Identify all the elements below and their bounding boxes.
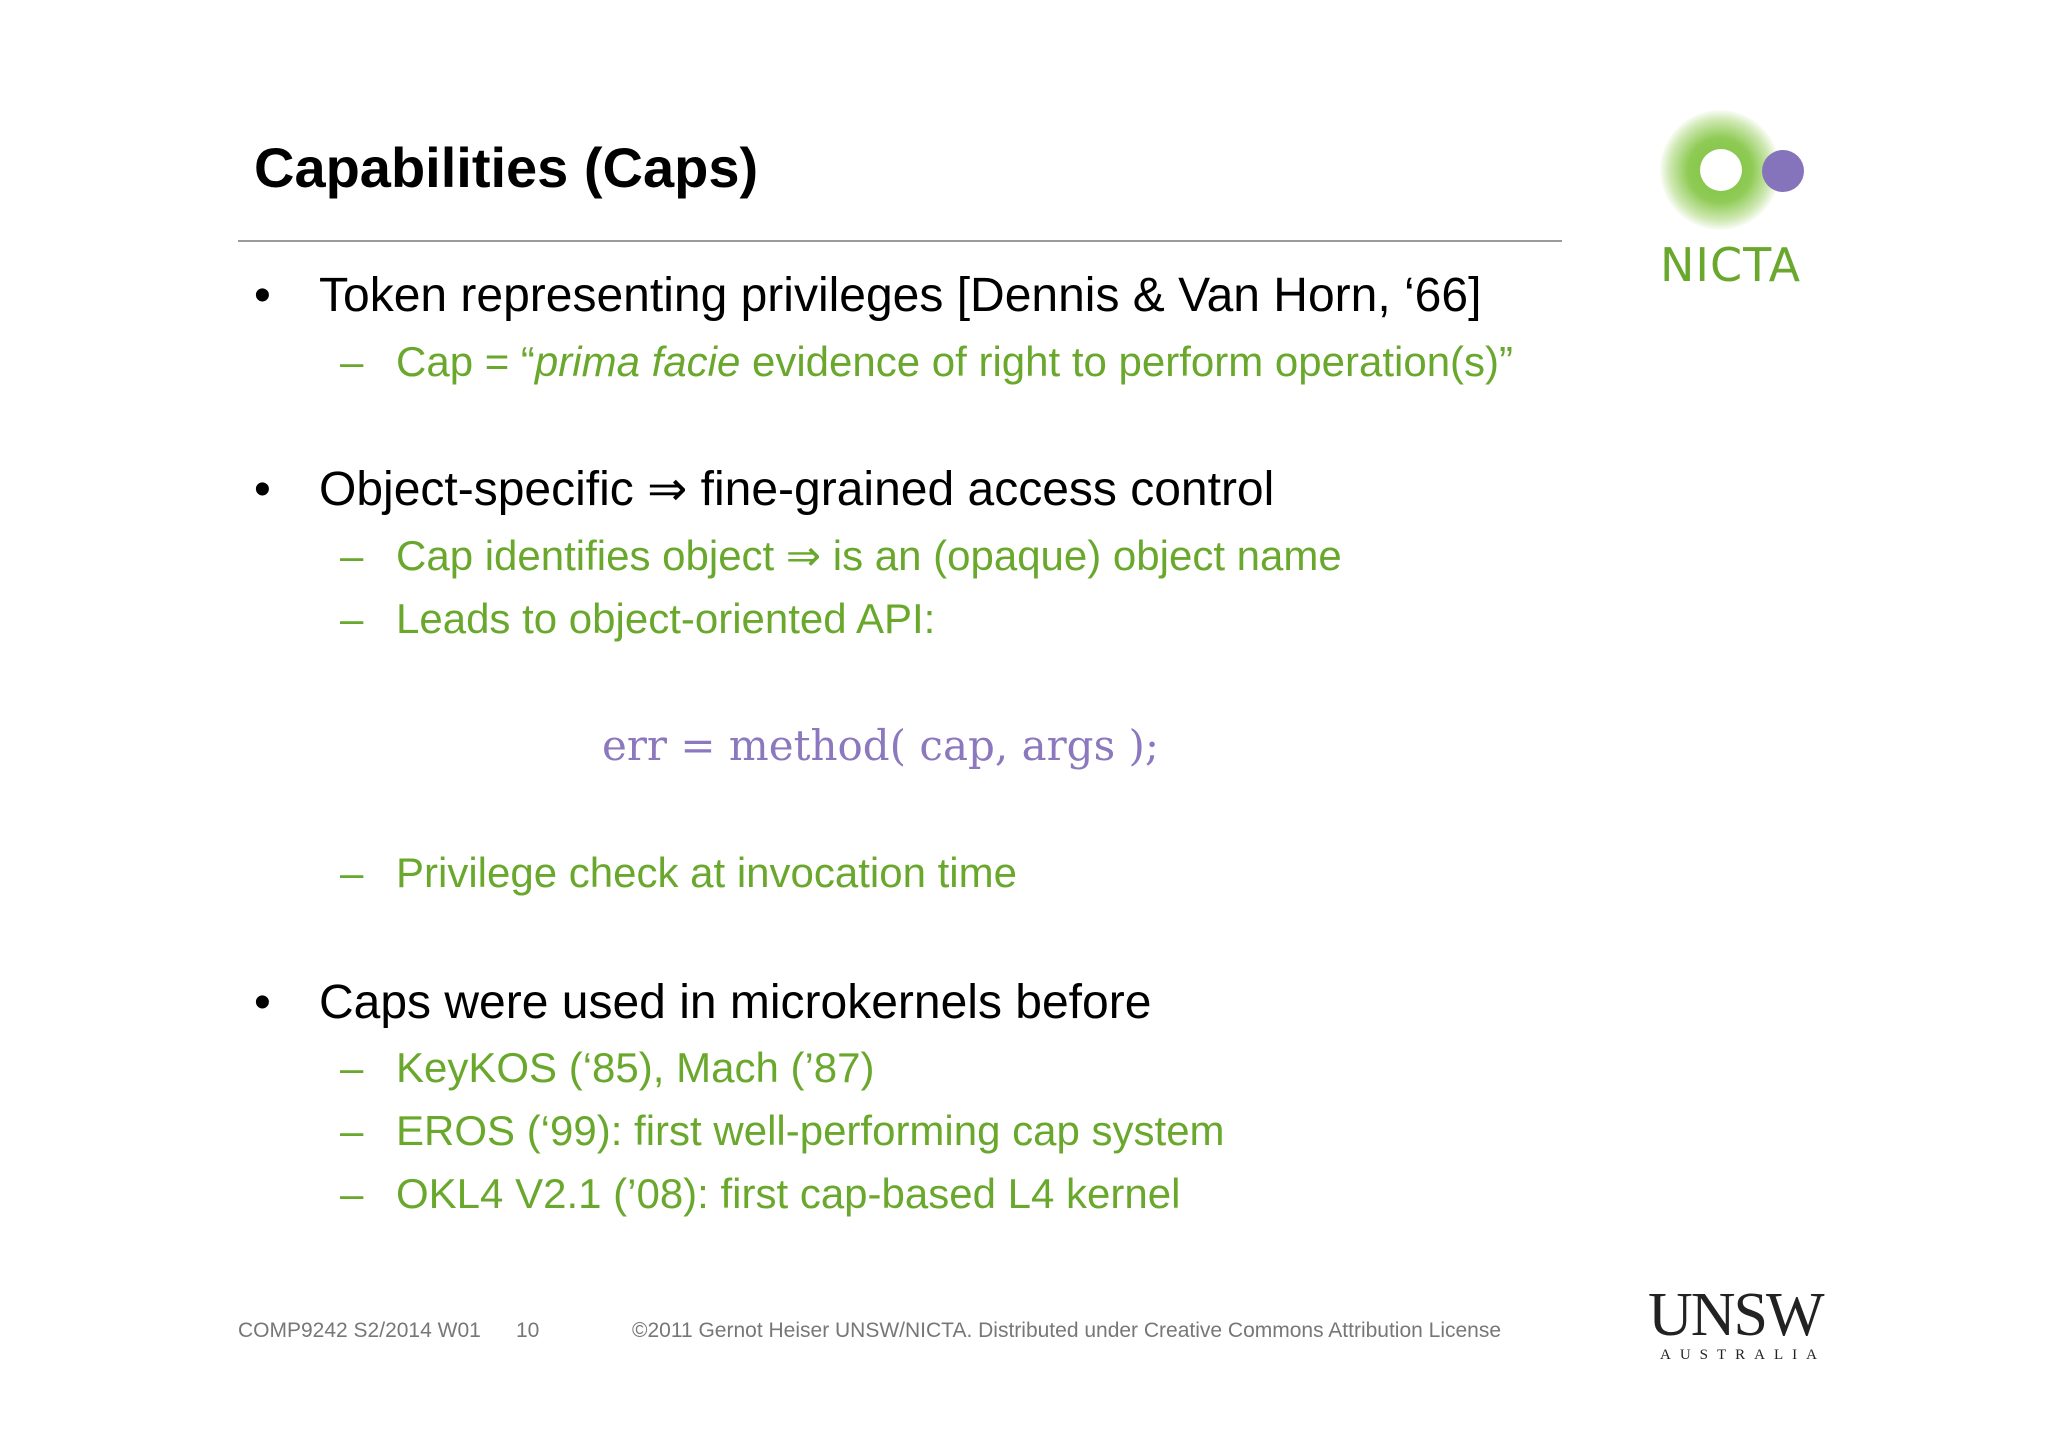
code-example: err = method( cap, args ); <box>602 721 1160 770</box>
footer-page-number: 10 <box>516 1319 540 1342</box>
unsw-wordmark: UNSW <box>1648 1281 1823 1349</box>
sub-bullet-text: Privilege check at invocation time <box>396 849 1017 896</box>
sub-bullet-marker: – <box>340 1044 364 1091</box>
bullet-marker: • <box>254 269 271 322</box>
sub-bullet-text: Cap identifies object ⇒ is an (opaque) object name <box>396 532 1342 579</box>
bullet-marker: • <box>254 976 271 1029</box>
footer-copyright: ©2011 Gernot Heiser UNSW/NICTA. Distributed under Creative Commons Attribution License <box>632 1319 1502 1342</box>
unsw-subtitle: AUSTRALIA <box>1660 1347 1826 1363</box>
sub-bullet-marker: – <box>340 532 364 579</box>
bullet-text: Caps were used in microkernels before <box>319 976 1152 1029</box>
sub-bullet-text: EROS (‘99): first well-performing cap system <box>396 1107 1225 1154</box>
slide-title: Capabilities (Caps) <box>254 136 759 199</box>
sub-bullet-text <box>396 334 1513 390</box>
sub-bullet-text-italic: prima facie <box>534 338 741 385</box>
title-divider <box>238 240 1562 242</box>
footer-course: COMP9242 S2/2014 W01 <box>238 1319 481 1342</box>
nicta-white-dot-icon <box>1700 149 1742 191</box>
nicta-wordmark: NICTA <box>1660 238 1802 292</box>
bullet-marker: • <box>254 463 271 516</box>
sub-bullet-text: Leads to object-oriented API: <box>396 595 936 642</box>
bullet-text: Object-specific ⇒ fine-grained access control <box>319 463 1275 516</box>
sub-bullet-marker: – <box>340 849 364 896</box>
sub-bullet-text: OKL4 V2.1 (’08): first cap-based L4 kernel <box>396 1170 1181 1217</box>
sub-bullet-marker: – <box>340 595 364 642</box>
nicta-purple-dot-icon <box>1762 150 1804 192</box>
sub-bullet-text-suffix: evidence of right to perform operation(s)” <box>740 338 1514 385</box>
sub-bullet-marker: – <box>340 338 364 385</box>
sub-bullet-marker: – <box>340 1170 364 1217</box>
bullet-text: Token representing privileges [Dennis & Van Horn, ‘66] <box>319 269 1482 322</box>
sub-bullet-text: KeyKOS (‘85), Mach (’87) <box>396 1044 875 1091</box>
sub-bullet-marker: – <box>340 1107 364 1154</box>
sub-bullet-text-prefix: Cap = “ <box>396 338 535 385</box>
